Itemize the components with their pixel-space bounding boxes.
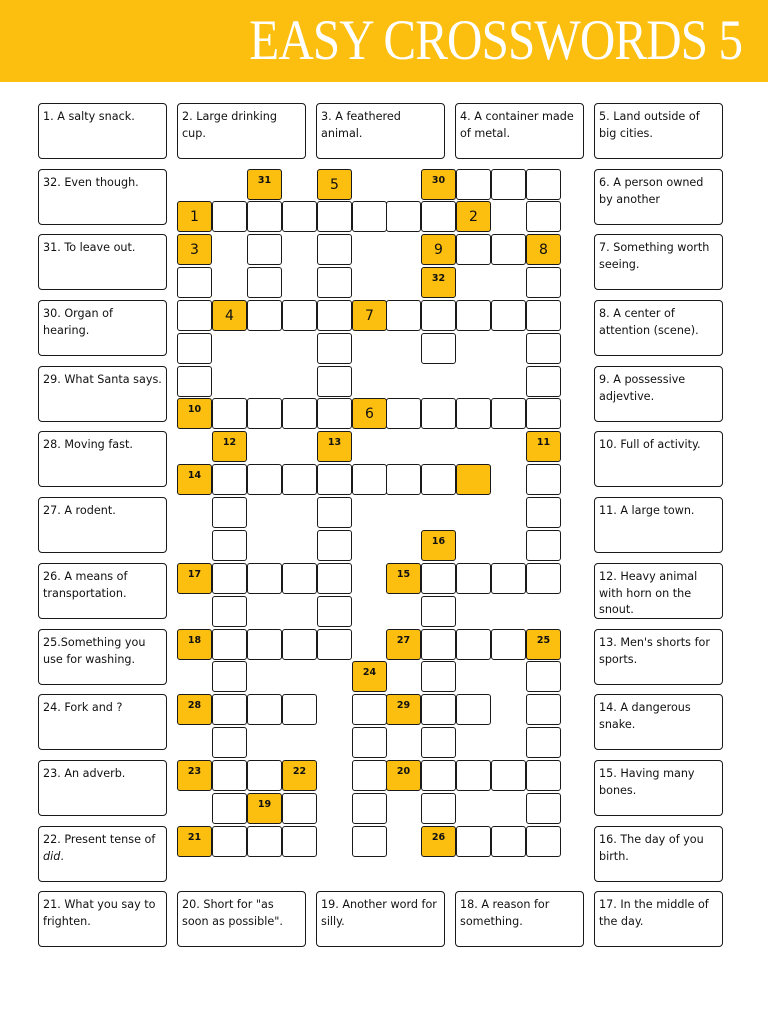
grid-cell[interactable] [456,629,491,660]
grid-cell[interactable] [456,300,491,331]
grid-cell[interactable] [491,563,526,594]
grid-number: 23 [187,766,202,777]
grid-cell[interactable] [352,398,387,429]
grid-cell[interactable] [526,431,561,462]
grid-cell[interactable] [317,300,352,331]
grid-cell[interactable] [526,333,561,364]
grid-number: 22 [292,766,307,777]
grid-cell[interactable] [421,267,456,298]
grid-cell[interactable] [421,826,456,857]
clue-20: 20. Short for "as soon as possible". [177,891,306,947]
clue-15: 15. Having many bones. [594,760,723,816]
grid-cell[interactable] [421,760,456,791]
grid-cell[interactable] [282,300,317,331]
grid-number: 31 [257,175,272,186]
clue-8: 8. A center of attention (scene). [594,300,723,356]
clue-6: 6. A person owned by another [594,169,723,225]
grid-cell[interactable] [247,826,282,857]
grid-cell[interactable] [212,530,247,561]
grid-cell[interactable] [212,629,247,660]
grid-cell[interactable] [386,694,421,725]
grid-cell[interactable] [282,464,317,495]
clue-21: 21. What you say to frighten. [38,891,167,947]
grid-cell[interactable] [352,201,387,232]
grid-number: 10 [187,404,202,415]
grid-number: 13 [327,437,342,448]
clue-2: 2. Large drinking cup. [177,103,306,159]
clue-28: 28. Moving fast. [38,431,167,487]
grid-cell[interactable] [526,234,561,265]
clue-24: 24. Fork and ? [38,694,167,750]
grid-cell[interactable] [317,629,352,660]
grid-cell[interactable] [317,431,352,462]
grid-cell[interactable] [247,201,282,232]
grid-cell[interactable] [317,398,352,429]
grid-cell[interactable] [177,694,212,725]
grid-cell[interactable] [212,300,247,331]
clue-23: 23. An adverb. [38,760,167,816]
grid-cell[interactable] [491,169,526,200]
grid-number: 21 [187,832,202,843]
grid-cell[interactable] [177,267,212,298]
grid-cell[interactable] [282,629,317,660]
grid-cell[interactable] [421,234,456,265]
grid-cell[interactable] [212,398,247,429]
grid-cell[interactable] [386,629,421,660]
grid-cell[interactable] [247,760,282,791]
grid-cell[interactable] [526,727,561,758]
grid-cell[interactable] [212,760,247,791]
grid-cell[interactable] [386,201,421,232]
grid-cell[interactable] [282,201,317,232]
grid-cell[interactable] [247,793,282,824]
grid-cell[interactable] [456,169,491,200]
grid-cell[interactable] [526,661,561,692]
grid-cell[interactable] [177,300,212,331]
clue-17: 17. In the middle of the day. [594,891,723,947]
clue-14: 14. A dangerous snake. [594,694,723,750]
grid-number: 3 [190,241,199,258]
grid-cell[interactable] [282,793,317,824]
grid-cell[interactable] [421,793,456,824]
grid-number: 9 [434,241,443,258]
grid-cell[interactable] [421,464,456,495]
grid-number: 19 [257,799,272,810]
grid-cell[interactable] [317,366,352,397]
grid-number: 4 [225,307,234,324]
grid-cell[interactable] [456,398,491,429]
grid-cell[interactable] [247,694,282,725]
page-title: EASY CROSSWORDS 5 [249,9,742,72]
clue-27: 27. A rodent. [38,497,167,553]
grid-number: 7 [365,307,374,324]
grid-cell[interactable] [247,234,282,265]
grid-cell[interactable] [352,793,387,824]
grid-number: 16 [431,536,446,547]
clue-1: 1. A salty snack. [38,103,167,159]
clue-26: 26. A means of transportation. [38,563,167,619]
grid-cell[interactable] [526,366,561,397]
grid-cell[interactable] [317,596,352,627]
grid-number: 26 [431,832,446,843]
grid-cell[interactable] [177,398,212,429]
clue-29: 29. What Santa says. [38,366,167,422]
grid-cell[interactable] [526,464,561,495]
grid-cell[interactable] [386,398,421,429]
grid-cell[interactable] [456,694,491,725]
grid-cell[interactable] [421,530,456,561]
grid-cell[interactable] [386,563,421,594]
grid-cell[interactable] [177,760,212,791]
grid-cell[interactable] [317,530,352,561]
grid-cell[interactable] [526,629,561,660]
grid-cell[interactable] [282,398,317,429]
grid-cell[interactable] [491,398,526,429]
grid-cell[interactable] [177,563,212,594]
grid-number: 25 [536,635,551,646]
clue-32: 32. Even though. [38,169,167,225]
clue-12: 12. Heavy animal with horn on the snout. [594,563,723,619]
grid-cell[interactable] [456,760,491,791]
clue-3: 3. A feathered animal. [316,103,445,159]
grid-cell[interactable] [526,201,561,232]
grid-cell[interactable] [212,497,247,528]
grid-cell[interactable] [177,366,212,397]
grid-cell[interactable] [526,398,561,429]
grid-number: 5 [330,176,339,193]
grid-cell[interactable] [177,333,212,364]
grid-cell[interactable] [456,234,491,265]
grid-cell[interactable] [526,530,561,561]
grid-cell[interactable] [282,694,317,725]
grid-number: 14 [187,470,202,481]
grid-cell[interactable] [317,267,352,298]
grid-cell[interactable] [526,267,561,298]
grid-number: 2 [469,208,478,225]
clue-11: 11. A large town. [594,497,723,553]
grid-cell[interactable] [526,300,561,331]
grid-cell[interactable] [212,431,247,462]
grid-cell[interactable] [352,727,387,758]
grid-cell[interactable] [456,464,491,495]
clue-5: 5. Land outside of big cities. [594,103,723,159]
grid-cell[interactable] [526,760,561,791]
clue-4: 4. A container made of metal. [455,103,584,159]
grid-cell[interactable] [247,398,282,429]
grid-cell[interactable] [386,464,421,495]
grid-cell[interactable] [317,464,352,495]
grid-cell[interactable] [212,694,247,725]
grid-number: 29 [396,700,411,711]
grid-cell[interactable] [212,596,247,627]
grid-cell[interactable] [386,760,421,791]
grid-cell[interactable] [177,826,212,857]
grid-cell[interactable] [212,661,247,692]
grid-number: 20 [396,766,411,777]
grid-cell[interactable] [491,629,526,660]
grid-cell[interactable] [317,497,352,528]
grid-cell[interactable] [352,760,387,791]
grid-cell[interactable] [212,793,247,824]
grid-number: 27 [396,635,411,646]
grid-cell[interactable] [317,201,352,232]
grid-cell[interactable] [317,169,352,200]
grid-cell[interactable] [247,267,282,298]
grid-cell[interactable] [177,629,212,660]
grid-cell[interactable] [177,201,212,232]
grid-cell[interactable] [212,826,247,857]
grid-cell[interactable] [177,464,212,495]
grid-number: 17 [187,569,202,580]
grid-cell[interactable] [526,563,561,594]
clue-10: 10. Full of activity. [594,431,723,487]
grid-number: 15 [396,569,411,580]
grid-cell[interactable] [247,169,282,200]
grid-cell[interactable] [526,694,561,725]
grid-cell[interactable] [212,727,247,758]
grid-cell[interactable] [456,826,491,857]
grid-number: 11 [536,437,551,448]
grid-number: 32 [431,273,446,284]
clue-19: 19. Another word for silly. [316,891,445,947]
grid-cell[interactable] [491,826,526,857]
grid-cell[interactable] [491,234,526,265]
grid-cell[interactable] [421,661,456,692]
grid-cell[interactable] [421,629,456,660]
grid-cell[interactable] [526,169,561,200]
clue-7: 7. Something worth seeing. [594,234,723,290]
grid-cell[interactable] [456,563,491,594]
grid-cell[interactable] [421,596,456,627]
grid-cell[interactable] [177,234,212,265]
grid-cell[interactable] [526,497,561,528]
grid-number: 1 [190,208,199,225]
grid-cell[interactable] [282,563,317,594]
grid-cell[interactable] [526,793,561,824]
grid-cell[interactable] [421,563,456,594]
grid-cell[interactable] [491,300,526,331]
grid-cell[interactable] [386,300,421,331]
grid-cell[interactable] [421,727,456,758]
grid-number: 28 [187,700,202,711]
grid-cell[interactable] [212,201,247,232]
clue-16: 16. The day of you birth. [594,826,723,882]
grid-cell[interactable] [317,234,352,265]
grid-cell[interactable] [352,694,387,725]
grid-cell[interactable] [421,694,456,725]
grid-cell[interactable] [352,661,387,692]
grid-number: 12 [222,437,237,448]
clue-25: 25.Something you use for washing. [38,629,167,685]
title-banner [0,0,768,82]
grid-cell[interactable] [212,563,247,594]
grid-cell[interactable] [421,333,456,364]
grid-cell[interactable] [317,333,352,364]
grid-cell[interactable] [456,201,491,232]
clue-13: 13. Men's shorts for sports. [594,629,723,685]
clue-18: 18. A reason for something. [455,891,584,947]
grid-cell[interactable] [247,464,282,495]
grid-cell[interactable] [352,300,387,331]
grid-number: 30 [431,175,446,186]
grid-cell[interactable] [212,464,247,495]
grid-number: 6 [365,405,374,422]
grid-cell[interactable] [282,826,317,857]
clue-22: 22. Present tense of did. [38,826,167,882]
grid-cell[interactable] [317,563,352,594]
grid-cell[interactable] [421,398,456,429]
grid-cell[interactable] [421,169,456,200]
grid-cell[interactable] [421,201,456,232]
clue-9: 9. A possessive adjevtive. [594,366,723,422]
clue-30: 30. Organ of hearing. [38,300,167,356]
grid-number: 24 [362,667,377,678]
grid-cell[interactable] [247,300,282,331]
grid-cell[interactable] [421,300,456,331]
grid-cell[interactable] [352,464,387,495]
grid-cell[interactable] [352,826,387,857]
clue-31: 31. To leave out. [38,234,167,290]
grid-cell[interactable] [247,563,282,594]
grid-cell[interactable] [247,629,282,660]
grid-cell[interactable] [491,760,526,791]
grid-cell[interactable] [282,760,317,791]
grid-number: 8 [539,241,548,258]
grid-number: 18 [187,635,202,646]
grid-cell[interactable] [526,826,561,857]
